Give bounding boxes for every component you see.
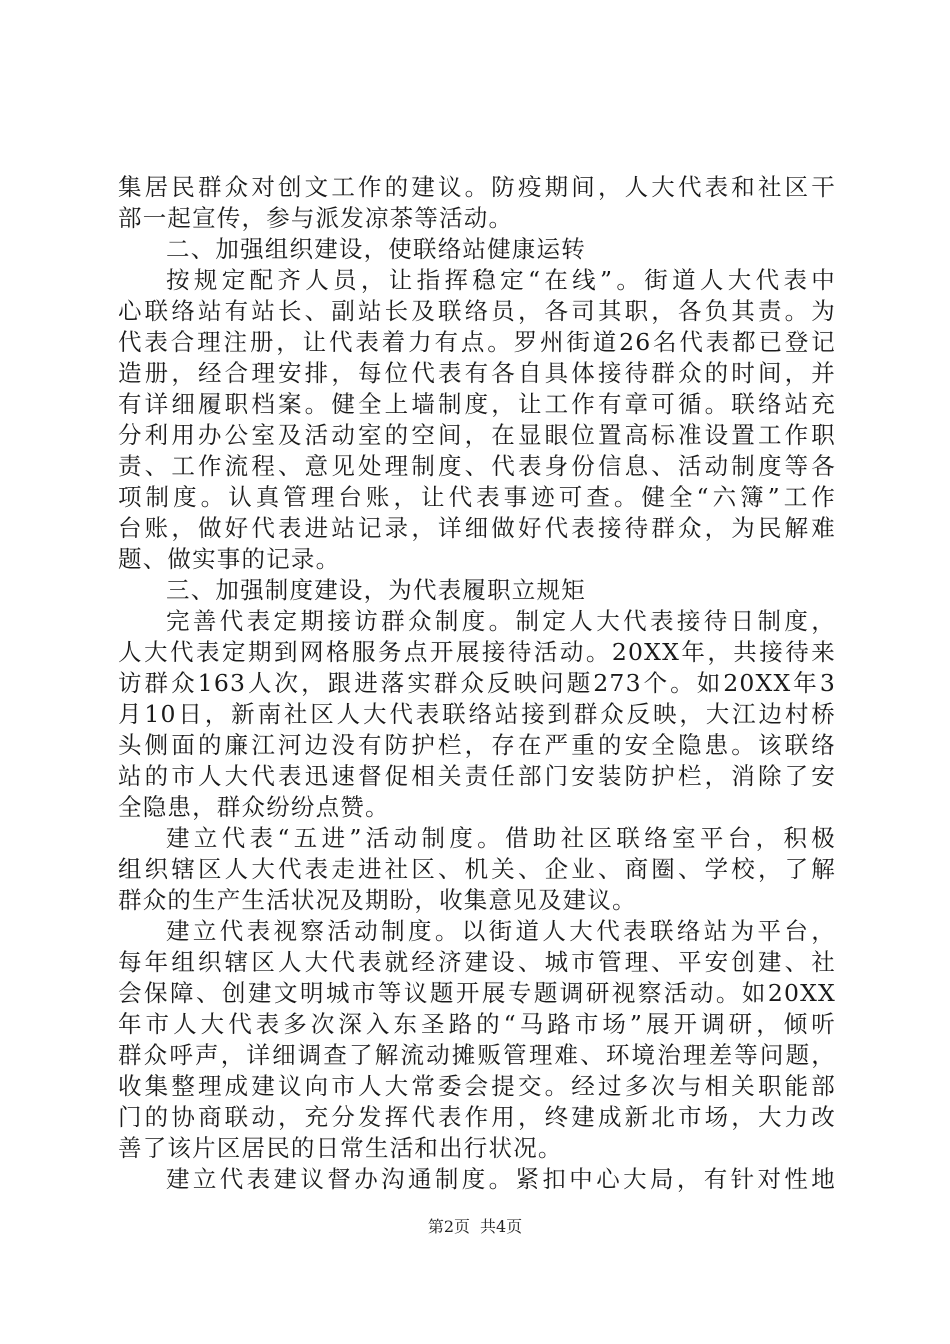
body-line: 会保障、创建文明城市等议题开展专题调研视察活动。如20XX [118, 979, 836, 1007]
body-line: 建立代表“五进”活动制度。借助社区联络室平台，积极 [166, 824, 836, 852]
body-line: 收集整理成建议向市人大常委会提交。经过多次与相关职能部 [118, 1072, 836, 1100]
body-line: 责、工作流程、意见处理制度、代表身份信息、活动制度等各 [118, 452, 836, 480]
body-line: 按规定配齐人员，让指挥稳定“在线”。街道人大代表中 [166, 266, 836, 294]
body-line: 善了该片区居民的日常生活和出行状况。 [118, 1134, 563, 1162]
body-line: 部一起宣传，参与派发凉茶等活动。 [118, 204, 514, 232]
body-line: 造册，经合理安排，每位代表有各自具体接待群众的时间，并 [118, 359, 836, 387]
body-line: 项制度。认真管理台账，让代表事迹可查。健全“六簿”工作 [118, 483, 836, 511]
body-line: 头侧面的廉江河边没有防护栏，存在严重的安全隐患。该联络 [118, 731, 836, 759]
body-line: 门的协商联动，充分发挥代表作用，终建成新北市场，大力改 [118, 1103, 836, 1131]
body-line: 人大代表定期到网格服务点开展接待活动。20XX年，共接待来 [118, 638, 836, 666]
document-body [118, 172, 836, 1195]
body-line: 建立代表视察活动制度。以街道人大代表联络站为平台， [166, 917, 836, 945]
body-line: 集居民群众对创文工作的建议。防疫期间，人大代表和社区干 [118, 173, 836, 201]
body-line: 访群众163人次，跟进落实群众反映问题273个。如20XX年3 [118, 669, 836, 697]
body-line: 站的市人大代表迅速督促相关责任部门安装防护栏，消除了安 [118, 762, 836, 790]
body-line: 年市人大代表多次深入东圣路的“马路市场”展开调研，倾听 [118, 1010, 836, 1038]
body-line: 建立代表建议督办沟通制度。紧扣中心大局，有针对性地 [166, 1165, 836, 1193]
body-line: 全隐患，群众纷纷点赞。 [118, 793, 390, 821]
body-line: 组织辖区人大代表走进社区、机关、企业、商圈、学校，了解 [118, 855, 836, 883]
page-number: 第2页 [427, 1217, 470, 1236]
page-footer [0, 1216, 950, 1238]
body-line: 月10日，新南社区人大代表联络站接到群众反映，大江边村桥 [118, 700, 836, 728]
body-line: 群众呼声，详细调查了解流动摊贩管理难、环境治理差等问题， [118, 1041, 836, 1069]
body-line: 心联络站有站长、副站长及联络员，各司其职，各负其责。为 [118, 297, 836, 325]
body-line: 群众的生产生活状况及期盼，收集意见及建议。 [118, 886, 637, 914]
section-heading: 二、加强组织建设，使联络站健康运转 [166, 235, 586, 263]
page-total: 共4页 [480, 1217, 523, 1236]
section-heading: 三、加强制度建设，为代表履职立规矩 [166, 576, 586, 604]
body-line: 有详细履职档案。健全上墙制度，让工作有章可循。联络站充 [118, 390, 836, 418]
body-line: 完善代表定期接访群众制度。制定人大代表接待日制度， [166, 607, 836, 635]
body-line: 题、做实事的记录。 [118, 545, 341, 573]
body-line: 代表合理注册，让代表着力有点。罗州街道26名代表都已登记 [118, 328, 836, 356]
body-line: 台账，做好代表进站记录，详细做好代表接待群众，为民解难 [118, 514, 836, 542]
body-line: 每年组织辖区人大代表就经济建设、城市管理、平安创建、社 [118, 948, 836, 976]
body-line: 分利用办公室及活动室的空间，在显眼位置高标准设置工作职 [118, 421, 836, 449]
